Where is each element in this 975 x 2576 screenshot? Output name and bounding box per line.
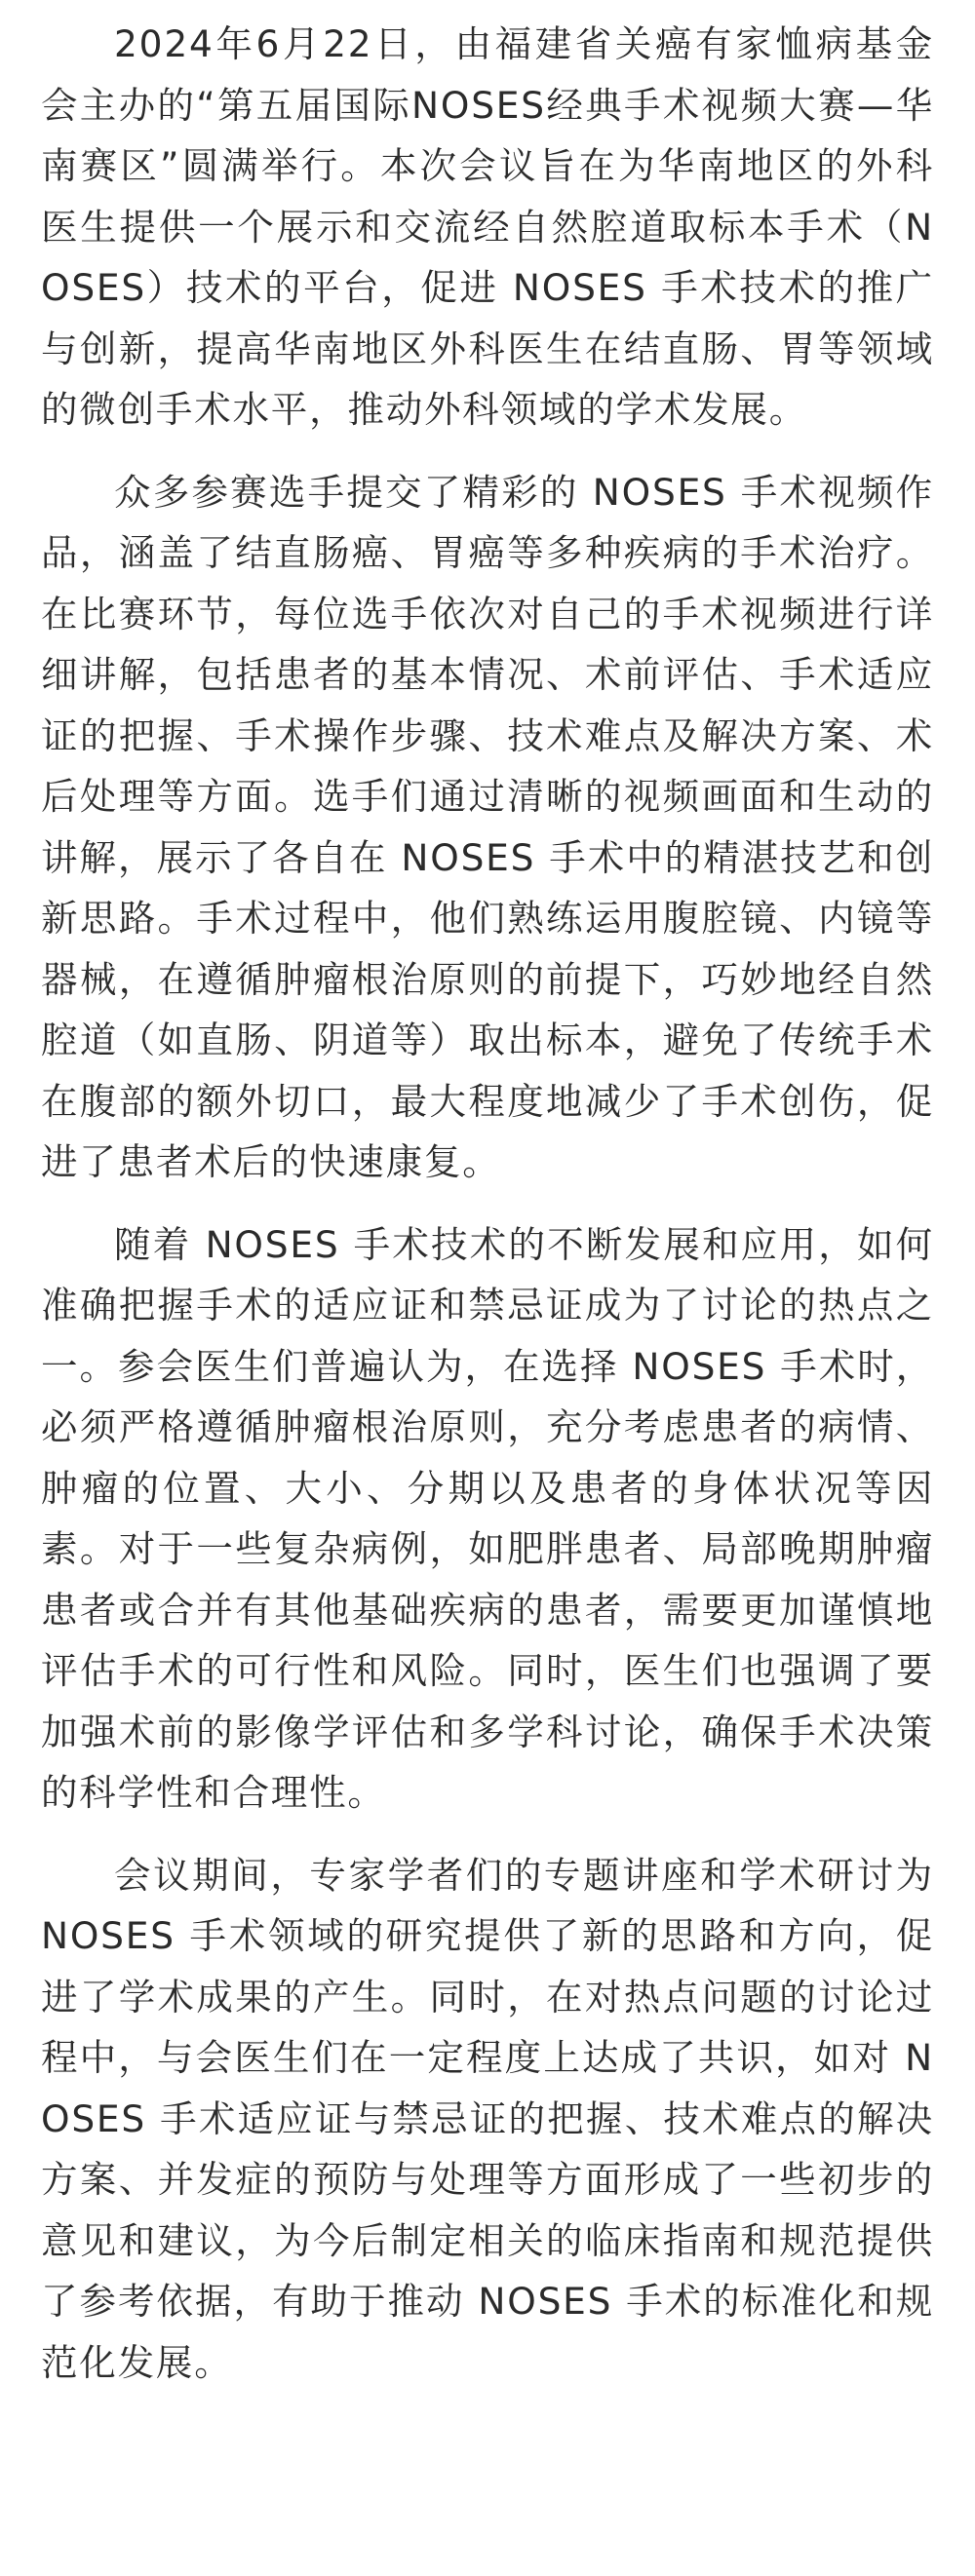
paragraph-competition: 众多参赛选手提交了精彩的 NOSES 手术视频作品，涵盖了结直肠癌、胃癌等多种疾病的手术治疗。在比赛环节，每位选手依次对自己的手术视频进行详细讲解，包括患者的基本情况、术前评估、手术适应证的把握、手术操作步骤、技术难点及解决方案、术后处理等方面。选手们通过清晰的视频画面和生动的讲解，展示了各自在 NOSES 手术中的精湛技艺和创新思路。手术过程中，他们熟练运用腹腔镜、内镜等器械，在遵循肿瘤根治原则的前提下，巧妙地经自然腔道（如直肠、阴道等）取出标本，避免了传统手术在腹部的额外切口，最大程度地减少了手术创伤，促进了患者术后的快速康复。 (41, 470, 934, 1183)
paragraph-event-intro: 2024年6月22日，由福建省关癌有家恤病基金会主办的“第五届国际NOSES经典手术视频大赛—华南赛区”圆满举行。本次会议旨在为华南地区的外科医生提供一个展示和交流经自然腔道取标本手术（NOSES）技术的平台，促进 NOSES 手术技术的推广与创新，提高华南地区外科医生在结直肠、胃等领域的微创手术水平，推动外科领域的学术发展。 (41, 22, 934, 431)
paragraph-conclusion: 会议期间，专家学者们的专题讲座和学术研讨为 NOSES 手术领域的研究提供了新的思路和方向，促进了学术成果的产生。同时，在对热点问题的讨论过程中，与会医生们在一定程度上达成了共识，如对 NOSES 手术适应证与禁忌证的把握、技术难点的解决方案、并发症的预防与处理等方面形成了一些初步的意见和建议，为今后制定相关的临床指南和规范提供了参考依据，有助于推动 NOSES 手术的标准化和规范化发展。 (41, 1853, 934, 2384)
article-body (41, 14, 934, 2414)
paragraph-indications: 随着 NOSES 手术技术的不断发展和应用，如何准确把握手术的适应证和禁忌证成为了讨论的热点之一。参会医生们普遍认为，在选择 NOSES 手术时，必须严格遵循肿瘤根治原则，充分考虑患者的病情、肿瘤的位置、大小、分期以及患者的身体状况等因素。对于一些复杂病例，如肥胖患者、局部晚期肿瘤患者或合并有其他基础疾病的患者，需要更加谨慎地评估手术的可行性和风险。同时，医生们也强调了要加强术前的影像学评估和多学科讨论，确保手术决策的科学性和合理性。 (41, 1222, 934, 1814)
